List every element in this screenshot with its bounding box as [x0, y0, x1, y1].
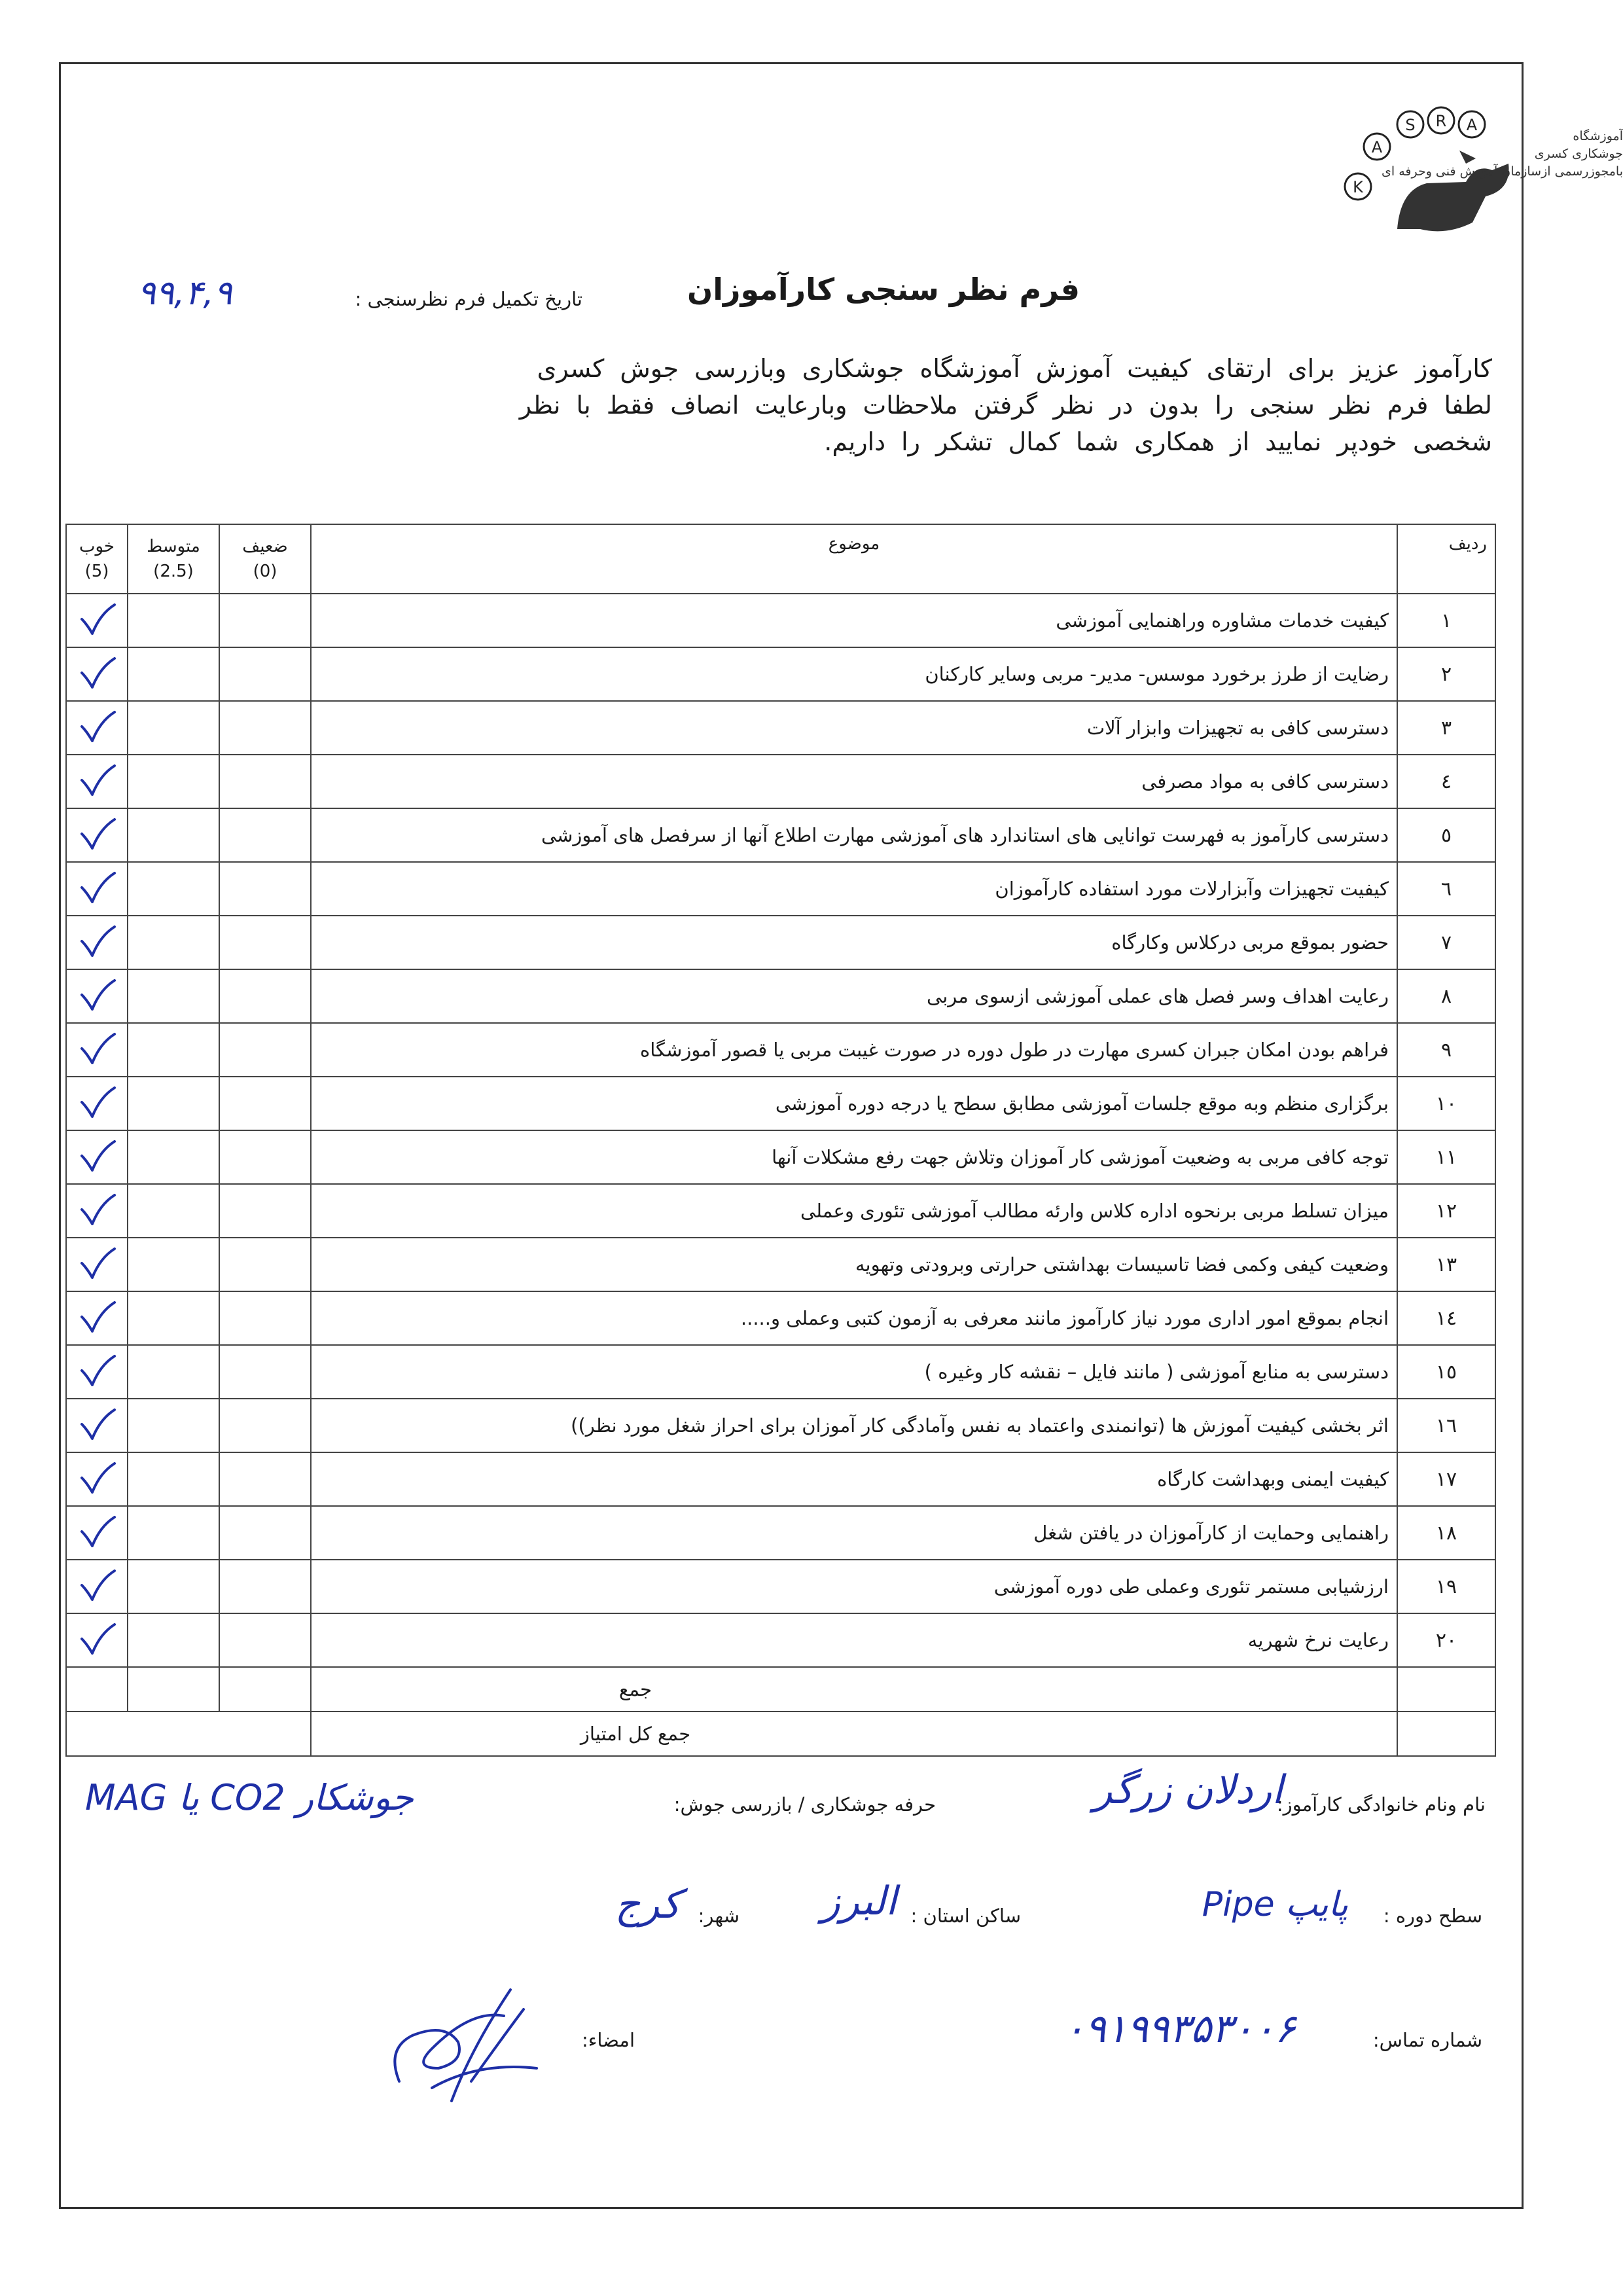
- logo-mark: A: [1466, 116, 1478, 134]
- rating-weak-cell[interactable]: [219, 969, 311, 1023]
- checkmark-icon: [67, 923, 127, 962]
- province-value[interactable]: البرز: [821, 1878, 897, 1924]
- row-topic: رعایت نرخ شهریه: [311, 1613, 1397, 1667]
- rating-weak-cell[interactable]: [219, 1077, 311, 1130]
- rating-medium-cell[interactable]: [128, 594, 219, 647]
- sum-label: جمع: [311, 1667, 1397, 1712]
- col-header-medium: متوسط (2.5): [128, 524, 219, 594]
- row-topic: کیفیت ایمنی وبهداشت کارگاه: [311, 1452, 1397, 1506]
- row-topic: رضایت از طرز برخورد موسس- مدیر- مربی وسایر کارکنان: [311, 647, 1397, 701]
- rating-medium-cell[interactable]: [128, 1023, 219, 1077]
- row-number: ۱٥: [1397, 1345, 1495, 1399]
- table-row: [66, 1238, 1495, 1291]
- rating-medium-cell[interactable]: [128, 1613, 219, 1667]
- row-number: ۷: [1397, 916, 1495, 969]
- row-number: ۱۱: [1397, 1130, 1495, 1184]
- row-topic: دسترسی به منابع آموزشی ( مانند فایل – نقشه کار وغیره ): [311, 1345, 1397, 1399]
- rating-medium-cell[interactable]: [128, 647, 219, 701]
- rating-good-cell[interactable]: [66, 1238, 128, 1291]
- row-topic: دسترسی کافی به تجهیزات وابزار آلات: [311, 701, 1397, 755]
- rating-medium-cell[interactable]: [128, 1077, 219, 1130]
- rating-good-cell[interactable]: [66, 755, 128, 808]
- rating-good-cell[interactable]: [66, 862, 128, 916]
- date-label: تاریخ تکمیل فرم نظرسنجی :: [355, 288, 582, 310]
- table-row: [66, 594, 1495, 647]
- row-topic: توجه کافی مربی به وضعیت آموزشی کار آموزان وتلاش جهت رفع مشکلات آنها: [311, 1130, 1397, 1184]
- row-topic: فراهم بودن امکان جبران کسری مهارت در طول دوره در صورت غیبت مربی یا قصور آموزشگاه: [311, 1023, 1397, 1077]
- rating-weak-cell[interactable]: [219, 1399, 311, 1452]
- rating-weak-cell[interactable]: [219, 647, 311, 701]
- intro-text: کارآموز عزیز برای ارتقای کیفیت آموزش آموزشگاه جوشکاری وبازرسی جوش کسری لطفا فرم نظر سنجی را بدون در نظر گرفتن ملاحظات وبارعایت انصاف فقط با نظر شخصی خودپر نمایید از همکاری شما کمال تشکر را داریم.: [519, 354, 1492, 456]
- rating-good-cell[interactable]: [66, 1560, 128, 1613]
- rating-medium-cell[interactable]: [128, 969, 219, 1023]
- name-value[interactable]: اردلان زرگر: [1093, 1767, 1283, 1813]
- table-row: [66, 862, 1495, 916]
- checkmark-icon: [67, 655, 127, 694]
- row-topic: انجام بموقع امور اداری مورد نیاز کارآموز مانند معرفی به آزمون کتبی وعملی و.....: [311, 1291, 1397, 1345]
- table-row: [66, 1560, 1495, 1613]
- phone-label: شماره تماس:: [1372, 2029, 1482, 2051]
- rating-weak-cell[interactable]: [219, 1184, 311, 1238]
- sum-medium-cell[interactable]: [128, 1667, 219, 1712]
- rating-weak-cell[interactable]: [219, 916, 311, 969]
- total-label: جمع کل امتیاز: [311, 1712, 1397, 1756]
- table-row: [66, 701, 1495, 755]
- row-topic: کیفیت تجهیزات وآبزارلات مورد استفاده کارآموزان: [311, 862, 1397, 916]
- rating-weak-cell[interactable]: [219, 1560, 311, 1613]
- row-number: ۹: [1397, 1023, 1495, 1077]
- sum-good-cell[interactable]: [66, 1667, 128, 1712]
- logo-mark: S: [1405, 116, 1416, 134]
- survey-rows: [66, 594, 1495, 1667]
- sum-weak-cell[interactable]: [219, 1667, 311, 1712]
- table-row: [66, 808, 1495, 862]
- row-number: ۸: [1397, 969, 1495, 1023]
- col-header-topic: موضوع: [311, 524, 1397, 594]
- checkmark-icon: [67, 1191, 127, 1230]
- row-number: ۳: [1397, 701, 1495, 755]
- checkmark-icon: [67, 762, 127, 801]
- rating-good-cell[interactable]: [66, 1506, 128, 1560]
- rating-good-cell[interactable]: [66, 1130, 128, 1184]
- rating-weak-cell[interactable]: [219, 594, 311, 647]
- row-number: ۱۲: [1397, 1184, 1495, 1238]
- rating-medium-cell[interactable]: [128, 1345, 219, 1399]
- table-row: [66, 1345, 1495, 1399]
- row-topic: کیفیت خدمات مشاوره وراهنمایی آموزشی: [311, 594, 1397, 647]
- city-value[interactable]: کرج: [615, 1882, 681, 1928]
- rating-weak-cell[interactable]: [219, 1613, 311, 1667]
- table-row: [66, 1613, 1495, 1667]
- row-number: ٥: [1397, 808, 1495, 862]
- table-row: [66, 1506, 1495, 1560]
- total-score-cell[interactable]: [66, 1712, 311, 1756]
- logo-mark: R: [1435, 112, 1447, 130]
- table-row: [66, 755, 1495, 808]
- rating-weak-cell[interactable]: [219, 808, 311, 862]
- row-topic: حضور بموقع مربی درکلاس وکارگاه: [311, 916, 1397, 969]
- table-row: [66, 1077, 1495, 1130]
- row-number: ۱٤: [1397, 1291, 1495, 1345]
- row-number: ۱۰: [1397, 1077, 1495, 1130]
- rating-good-cell[interactable]: [66, 1077, 128, 1130]
- rating-good-cell[interactable]: [66, 1184, 128, 1238]
- table-row: [66, 1184, 1495, 1238]
- form-title: فرم نظر سنجی کارآموزان: [687, 272, 1080, 307]
- row-number: ٤: [1397, 755, 1495, 808]
- checkmark-icon: [67, 1406, 127, 1445]
- table-row: [66, 1291, 1495, 1345]
- rating-good-cell[interactable]: [66, 969, 128, 1023]
- row-number: ۲: [1397, 647, 1495, 701]
- checkmark-icon: [67, 1460, 127, 1499]
- row-topic: دسترسی کافی به مواد مصرفی: [311, 755, 1397, 808]
- phone-value[interactable]: ۰۹۱۹۹۳۵۳۰۰۶: [1063, 2006, 1296, 2052]
- table-row: [66, 1130, 1495, 1184]
- rating-good-cell[interactable]: [66, 1023, 128, 1077]
- rating-weak-cell[interactable]: [219, 1238, 311, 1291]
- table-row: [66, 1452, 1495, 1506]
- name-label: نام ونام خانوادگی کارآموز:: [1276, 1793, 1486, 1816]
- rating-good-cell[interactable]: [66, 647, 128, 701]
- logo-caption: آموزشگاه جوشکاری کسری بامجوزرسمی ازسازمان آموزش فنی وحرفه ای: [1382, 129, 1623, 179]
- rating-good-cell[interactable]: [66, 594, 128, 647]
- row-topic: ارزشیابی مستمر تئوری وعملی طی دوره آموزشی: [311, 1560, 1397, 1613]
- date-value[interactable]: ۹۹,۴,۹: [137, 274, 232, 313]
- row-number: ۱۳: [1397, 1238, 1495, 1291]
- rating-weak-cell[interactable]: [219, 701, 311, 755]
- row-topic: اثر بخشی کیفیت آموزش ها (توانمندی واعتماد به نفس وآمادگی کار آموزان برای احراز شغل مورد نظر)): [311, 1399, 1397, 1452]
- row-topic: میزان تسلط مربی برنحوه اداره کلاس وارئه مطالب آموزشی تئوری وعملی: [311, 1184, 1397, 1238]
- rating-good-cell[interactable]: [66, 1452, 128, 1506]
- checkmark-icon: [67, 1513, 127, 1552]
- rating-weak-cell[interactable]: [219, 1345, 311, 1399]
- rating-medium-cell[interactable]: [128, 1238, 219, 1291]
- table-row: [66, 916, 1495, 969]
- row-number: ۲۰: [1397, 1613, 1495, 1667]
- rating-medium-cell[interactable]: [128, 1560, 219, 1613]
- checkmark-icon: [67, 1299, 127, 1338]
- checkmark-icon: [67, 816, 127, 855]
- rating-weak-cell[interactable]: [219, 1130, 311, 1184]
- rating-good-cell[interactable]: [66, 808, 128, 862]
- trade-label: حرفه جوشکاری / بازرسی جوش:: [673, 1793, 936, 1816]
- table-row: [66, 647, 1495, 701]
- rating-weak-cell[interactable]: [219, 755, 311, 808]
- row-number: ۱۷: [1397, 1452, 1495, 1506]
- rating-weak-cell[interactable]: [219, 1023, 311, 1077]
- row-number: ۱: [1397, 594, 1495, 647]
- row-topic: وضعیت کیفی وکمی فضا تاسیسات بهداشتی حرارتی وبرودتی وتهویه: [311, 1238, 1397, 1291]
- rating-medium-cell[interactable]: [128, 1184, 219, 1238]
- rating-medium-cell[interactable]: [128, 862, 219, 916]
- rating-medium-cell[interactable]: [128, 916, 219, 969]
- rating-medium-cell[interactable]: [128, 808, 219, 862]
- rating-medium-cell[interactable]: [128, 1506, 219, 1560]
- logo-mark: A: [1371, 138, 1383, 156]
- rating-good-cell[interactable]: [66, 1613, 128, 1667]
- checkmark-icon: [67, 1567, 127, 1606]
- survey-table: [65, 524, 1496, 1757]
- row-number: ۱۹: [1397, 1560, 1495, 1613]
- rating-weak-cell[interactable]: [219, 1452, 311, 1506]
- checkmark-icon: [67, 1030, 127, 1069]
- rating-good-cell[interactable]: [66, 701, 128, 755]
- col-header-good: خوب (5): [66, 524, 128, 594]
- checkmark-icon: [67, 708, 127, 747]
- rating-medium-cell[interactable]: [128, 1130, 219, 1184]
- row-topic: راهنمایی وحمایت از کارآموزان در یافتن شغل: [311, 1506, 1397, 1560]
- rating-good-cell[interactable]: [66, 916, 128, 969]
- row-topic: دسترسی کارآموز به فهرست توانایی های استاندارد های آموزشی مهارت اطلاع آنها از سرفصل های آموزشی: [311, 808, 1397, 862]
- rating-medium-cell[interactable]: [128, 1291, 219, 1345]
- province-label: ساکن استان :: [910, 1905, 1021, 1927]
- table-row: [66, 969, 1495, 1023]
- level-value[interactable]: پایپ Pipe: [1202, 1885, 1348, 1924]
- rating-medium-cell[interactable]: [128, 755, 219, 808]
- row-number: ۱۸: [1397, 1506, 1495, 1560]
- rating-good-cell[interactable]: [66, 1345, 128, 1399]
- table-row: [66, 1023, 1495, 1077]
- rating-medium-cell[interactable]: [128, 1399, 219, 1452]
- checkmark-icon: [67, 977, 127, 1016]
- rating-weak-cell[interactable]: [219, 862, 311, 916]
- logo-mark: K: [1353, 178, 1363, 196]
- rating-medium-cell[interactable]: [128, 1452, 219, 1506]
- rating-good-cell[interactable]: [66, 1291, 128, 1345]
- checkmark-icon: [67, 601, 127, 640]
- checkmark-icon: [67, 1138, 127, 1177]
- signature-scribble: [373, 1970, 569, 2114]
- row-topic: برگزاری منظم وبه موقع جلسات آموزشی مطابق سطح یا درجه دوره آموزشی: [311, 1077, 1397, 1130]
- rating-good-cell[interactable]: [66, 1399, 128, 1452]
- checkmark-icon: [67, 1084, 127, 1123]
- col-header-weak: ضعیف (0): [219, 524, 311, 594]
- trade-value[interactable]: جوشکار CO2 یا MAG: [85, 1777, 414, 1818]
- rating-weak-cell[interactable]: [219, 1291, 311, 1345]
- checkmark-icon: [67, 869, 127, 908]
- checkmark-icon: [67, 1245, 127, 1284]
- row-topic: رعایت اهداف وسر فصل های عملی آموزشی ازسوی مربی: [311, 969, 1397, 1023]
- col-header-row: ردیف: [1397, 524, 1495, 594]
- rating-medium-cell[interactable]: [128, 701, 219, 755]
- checkmark-icon: [67, 1352, 127, 1391]
- table-row: [66, 1399, 1495, 1452]
- signature-label: امضاء:: [582, 2029, 635, 2051]
- level-label: سطح دوره :: [1383, 1905, 1482, 1927]
- checkmark-icon: [67, 1621, 127, 1660]
- rating-weak-cell[interactable]: [219, 1506, 311, 1560]
- city-label: شهر:: [698, 1905, 740, 1927]
- row-number: ۱٦: [1397, 1399, 1495, 1452]
- row-number: ٦: [1397, 862, 1495, 916]
